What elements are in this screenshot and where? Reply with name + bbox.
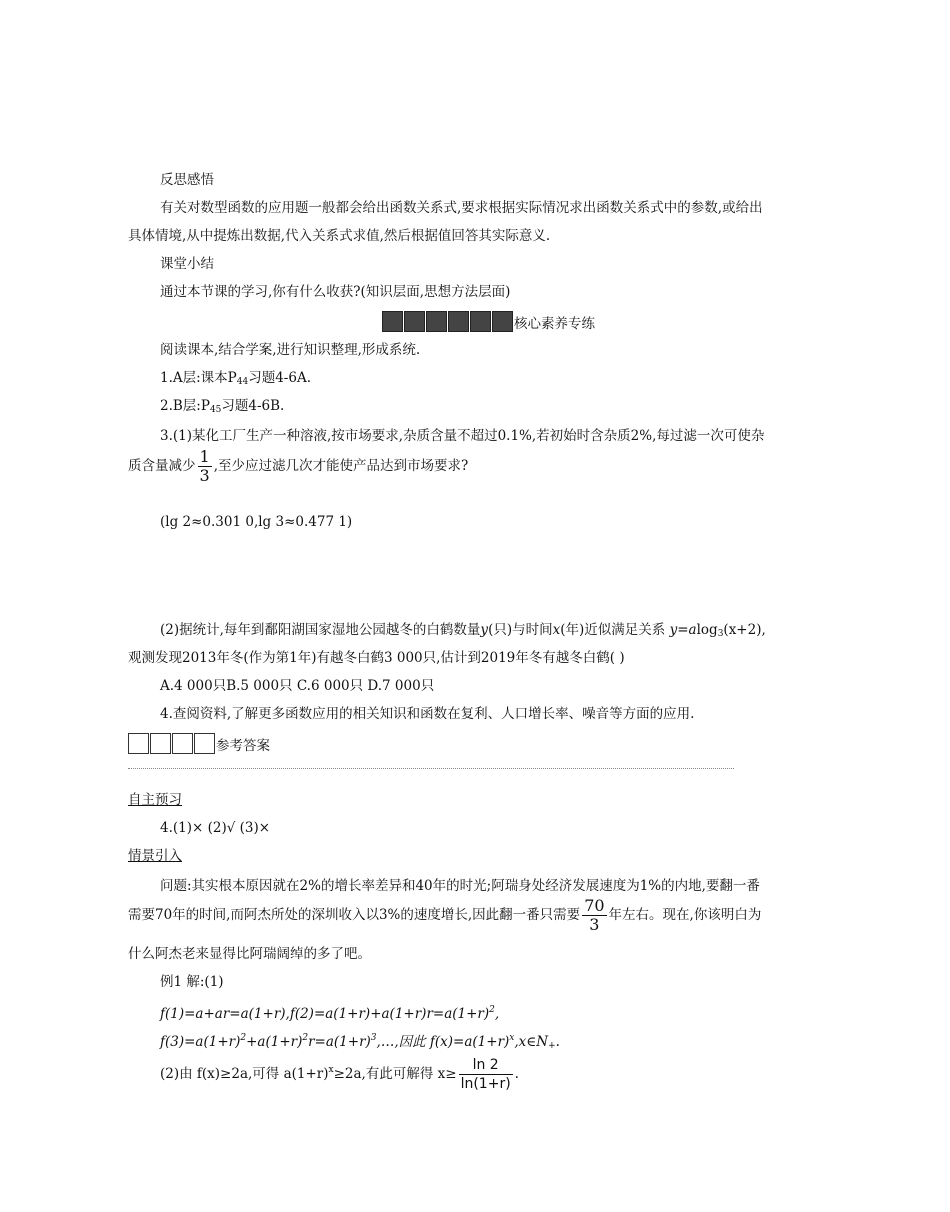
box-icon [448, 311, 469, 332]
practice-item-3-hint: (lg 2≈0.301 0,lg 3≈0.477 1) [160, 514, 353, 530]
practice-item-2: 2.B层$:P_{45}$习题4-6B. [160, 398, 285, 415]
practice-item-4: 4.查阅资料,了解更多函数应用的相关知识和函数在复利、人口增长率、噪音等方面的应用. [160, 706, 695, 722]
practice-item-3-line2: 质含量减少 $\frac{1}{3}$ ,至少应过滤几次才能使产品达到市场要求? [128, 447, 469, 485]
box-icon [194, 733, 215, 754]
reflection-heading: 反思感悟 [160, 172, 214, 188]
core-section-header [382, 311, 595, 334]
scenario-heading: 情景引入 [128, 848, 182, 864]
fraction-seventy-thirds: $\frac{70}{3}$ [584, 896, 605, 934]
answers-header [128, 733, 270, 756]
practice-item-3b-line2: 观测发现2013年冬(作为第1年)有越冬白鹤3 000只,估计到2019年冬有越冬白鹤( ) [128, 650, 625, 666]
core-section-title: 核心素养专练 [514, 316, 595, 332]
box-icon [172, 733, 193, 754]
fraction-one-third: $\frac{1}{3}$ [199, 447, 210, 485]
answers-title: 参考答案 [216, 738, 270, 754]
box-icon [382, 311, 403, 332]
self-study-heading: 自主预习 [128, 792, 182, 808]
practice-item-3b-options: A.4 000只B.5 000只 C.6 000只 D.7 000只 [160, 678, 435, 694]
dotted-divider [128, 768, 734, 769]
self-study-answer: 4.(1)× (2)√ (3)× [160, 820, 271, 836]
box-icon [150, 733, 171, 754]
scenario-line2: 需要70年的时间,而阿杰所处的深圳收入以3%的速度增长,因此翻一番只需要 $\frac{70}{3}$ 年左右。现在,你该明白为 [128, 896, 762, 934]
example-line1: $f(1)=a+ar=a(1+r),f(2)=a(1+r)+a(1+r)r=a(1+r)^2$, [160, 1005, 500, 1022]
fraction-ln2-over-ln1r: $\frac{\ln 2}{\ln(1+r)}$ [460, 1057, 511, 1092]
summary-question: 通过本节课的学习,你有什么收获?(知识层面,思想方法层面) [160, 284, 511, 300]
box-icon [470, 311, 491, 332]
box-icon [128, 733, 149, 754]
scenario-line3: 什么阿杰老来显得比阿瑞阔绰的多了吧。 [128, 946, 371, 962]
summary-heading: 课堂小结 [160, 256, 214, 272]
reflection-text-line2: 具体情境,从中提炼出数据,代入关系式求值,然后根据值回答其实际意义. [128, 228, 551, 244]
practice-item-3-line1: 3.(1)某化工厂生产一种溶液,按市场要求,杂质含量不超过0.1%,若初始时含杂质2%,每过滤一次可使杂 [160, 428, 765, 444]
practice-item-3b-line1: (2)据统计,每年到鄱阳湖国家湿地公园越冬的白鹤数量y(只)与时间x(年)近似满足关系 y=alog$_3$(x+2), [160, 622, 766, 639]
example-line3: (2)由 f(x)≥2a,可得 $a(1+r)^x\ge 2a$,有此可解得 x≥ $\frac{\ln 2}{\ln(1+r)}$ . [160, 1057, 519, 1092]
box-icon [426, 311, 447, 332]
box-icon [492, 311, 513, 332]
reflection-text-line1: 有关对数型函数的应用题一般都会给出函数关系式,要求根据实际情况求出函数关系式中的参数,或给出 [160, 200, 763, 216]
example-heading: 例1 解:(1) [160, 974, 224, 990]
box-icon [404, 311, 425, 332]
practice-intro: 阅读课本,结合学案,进行知识整理,形成系统. [160, 342, 421, 358]
scenario-line1: 问题:其实根本原因就在2%的增长率差异和40年的时光;阿瑞身处经济发展速度为1%的内地,要翻一番 [160, 878, 760, 894]
practice-item-1: 1.A层:课本$P_{44}$习题4-6A. [160, 370, 311, 387]
example-line2: $f(3)=a(1+r)^2+a(1+r)^2r=a(1+r)^3,\dots$,因此 $f(x)=a(1+r)^x,x\in N_+$. [160, 1033, 560, 1051]
